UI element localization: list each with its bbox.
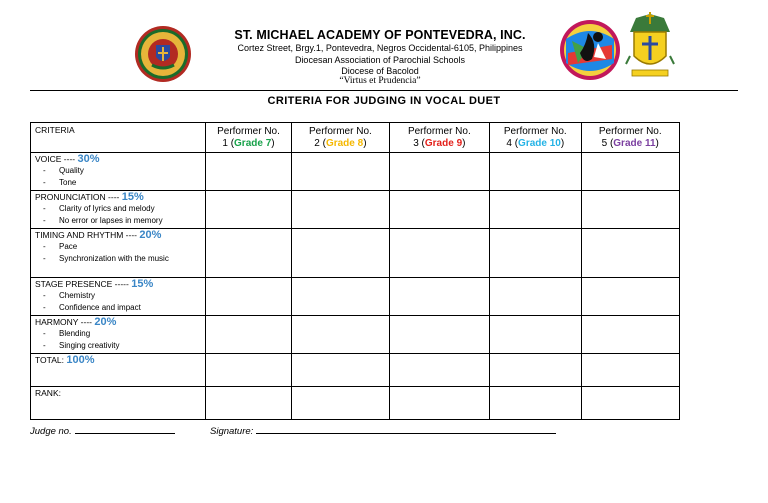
performer-3-header [389,123,489,153]
total-label-cell [31,354,206,387]
bullet-icon: - [43,204,46,214]
score-cell[interactable] [581,278,680,316]
school-address: Cortez Street, Brgy.1, Pontevedra, Negros Occidental-6105, Philippines [237,43,523,53]
score-cell[interactable] [581,354,680,387]
rank-cell[interactable] [292,387,389,420]
rank-cell[interactable] [490,387,581,420]
sub-criteria-item [43,302,201,314]
criteria-title [35,317,201,328]
criteria-percent: 20% [139,229,162,241]
sub-criteria-text: Chemistry [59,291,96,301]
performer-5-header [581,123,680,153]
criteria-header: CRITERIA [31,123,206,153]
sub-criteria-list [35,165,201,188]
performer-2-header [292,123,389,153]
score-cell[interactable] [205,316,291,354]
score-cell[interactable] [581,191,680,229]
performer-number: 5 [601,138,608,149]
performer-number-line: 4 (Grade 10) [506,138,565,149]
score-cell[interactable] [490,316,581,354]
performer-label: Performer No. [503,126,567,137]
sub-criteria-item [43,340,201,352]
sub-criteria-list [35,241,201,264]
bullet-icon: - [43,291,46,301]
criteria-title [35,192,201,203]
sub-criteria-item [43,215,201,227]
sub-criteria-item [43,290,201,302]
total-row [31,354,680,387]
score-cell[interactable] [490,191,581,229]
performer-number: 4 [506,138,512,149]
rank-label: RANK: [31,387,206,420]
total-label: TOTAL: [35,355,64,365]
performer-grade: Grade 8 [325,138,364,149]
sub-criteria-item [43,165,201,177]
performer-grade: Grade 9 [424,138,463,149]
school-name: ST. MICHAEL ACADEMY OF PONTEVEDRA, INC. [234,28,526,42]
criteria-cell [31,153,206,191]
score-cell[interactable] [389,153,489,191]
sub-criteria-item [43,253,201,265]
performer-label: Performer No. [407,126,471,137]
criteria-row [31,229,680,278]
table-header-row [31,123,680,153]
sub-criteria-text: Pace [59,242,78,252]
document-title: CRITERIA FOR JUDGING IN VOCAL DUET [267,95,501,107]
score-cell[interactable] [389,229,489,278]
criteria-name: VOICE ---- [35,154,76,164]
signature-line[interactable] [256,424,556,434]
judging-table [30,122,680,420]
score-cell[interactable] [205,191,291,229]
association-name: Diocesan Association of Parochial Schools [294,54,466,65]
criteria-row [31,278,680,316]
rank-cell[interactable] [581,387,680,420]
performer-number-line: 3 (Grade 9) [413,138,466,149]
sub-criteria-text: Confidence and impact [59,302,141,312]
bullet-icon: - [43,215,46,225]
performer-number-line: 5 (Grade 11) [601,138,659,149]
judge-label: Judge no. [30,426,72,437]
sub-criteria-item [43,241,201,253]
performer-grade: Grade 7 [234,138,272,149]
score-cell[interactable] [292,191,389,229]
sub-criteria-text: Quality [59,166,84,176]
diocese-name: Diocese of Bacolod [341,66,419,76]
score-cell[interactable] [389,316,489,354]
score-cell[interactable] [490,153,581,191]
criteria-title [35,230,201,241]
criteria-percent: 20% [94,316,117,328]
header-divider [30,90,738,91]
sub-criteria-text: No error or lapses in memory [59,215,163,225]
criteria-name: TIMING AND RHYTHM ---- [35,230,137,240]
score-cell[interactable] [490,229,581,278]
rank-cell[interactable] [205,387,291,420]
bullet-icon: - [43,177,46,187]
criteria-cell [31,278,206,316]
criteria-cell [31,191,206,229]
performer-number: 3 [413,138,419,149]
score-cell[interactable] [292,229,389,278]
performer-4-header [490,123,581,153]
score-cell[interactable] [490,354,581,387]
sub-criteria-item [43,203,201,215]
criteria-row [31,153,680,191]
score-cell[interactable] [581,229,680,278]
criteria-title [35,154,201,165]
sub-criteria-item [43,328,201,340]
performer-grade: Grade 11 [613,138,656,149]
bullet-icon: - [43,329,46,339]
sub-criteria-text: Clarity of lyrics and melody [59,204,155,214]
score-cell[interactable] [205,354,291,387]
criteria-percent: 15% [121,191,144,203]
criteria-name: PRONUNCIATION ---- [35,192,120,202]
criteria-cell [31,229,206,278]
school-seal-logo [134,25,192,83]
sub-criteria-text: Blending [59,329,91,339]
signature-field[interactable] [210,424,556,437]
signature-label: Signature: [210,426,254,437]
performer-grade: Grade 10 [518,138,561,149]
sub-criteria-text: Synchronization with the music [59,253,169,263]
performer-label: Performer No. [309,126,372,137]
criteria-row [31,316,680,354]
performer-1-header [205,123,291,153]
performer-label: Performer No. [598,126,662,137]
performer-number: 1 [222,138,228,149]
score-cell[interactable] [205,153,291,191]
score-cell[interactable] [389,354,489,387]
bullet-icon: - [43,340,46,350]
judge-number-field[interactable] [30,424,175,437]
score-cell[interactable] [292,278,389,316]
sub-criteria-list [35,328,201,351]
score-cell[interactable] [490,278,581,316]
score-cell[interactable] [581,153,680,191]
event-logo [558,19,622,81]
sub-criteria-item [43,177,201,189]
criteria-percent: 30% [77,153,100,165]
score-cell[interactable] [292,316,389,354]
performer-number: 2 [314,138,320,149]
score-cell[interactable] [389,191,489,229]
rank-row [31,387,680,420]
criteria-name: STAGE PRESENCE ----- [35,279,129,289]
sub-criteria-list [35,203,201,226]
criteria-name: HARMONY ---- [35,317,92,327]
bullet-icon: - [43,302,46,312]
performer-label: Performer No. [217,126,280,137]
criteria-cell [31,316,206,354]
score-cell[interactable] [292,153,389,191]
performer-number-line: 2 (Grade 8) [314,138,367,149]
score-cell[interactable] [205,229,291,278]
total-percent: 100% [66,354,95,366]
bullet-icon: - [43,166,46,176]
diocese-crest-logo [624,12,676,80]
performer-number-line: 1 (Grade 7) [222,138,275,149]
score-cell[interactable] [292,354,389,387]
sub-criteria-text: Singing creativity [59,340,120,350]
criteria-row [31,191,680,229]
sub-criteria-text: Tone [59,177,77,187]
school-motto: “Virtus et Prudencia” [339,76,421,86]
bullet-icon: - [43,242,46,252]
bullet-icon: - [43,253,46,263]
score-cell[interactable] [389,278,489,316]
sub-criteria-list [35,290,201,313]
rank-cell[interactable] [389,387,489,420]
judge-number-line[interactable] [75,424,175,434]
criteria-title [35,279,201,290]
score-cell[interactable] [205,278,291,316]
criteria-percent: 15% [131,278,154,290]
score-cell[interactable] [581,316,680,354]
